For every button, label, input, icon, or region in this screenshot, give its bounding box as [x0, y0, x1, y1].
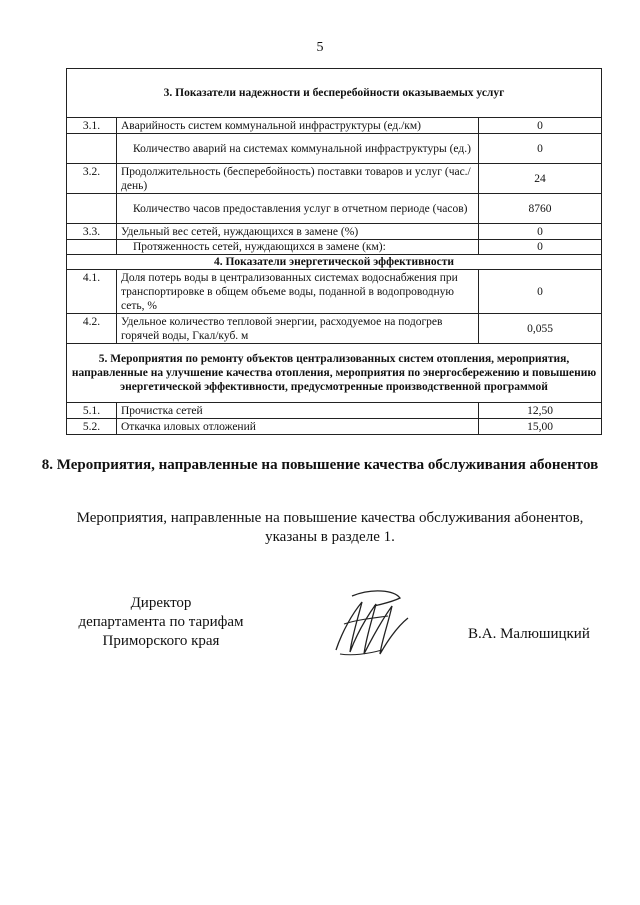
row-value: 0: [479, 134, 602, 164]
row-number: 3.2.: [67, 164, 117, 194]
table-row: [67, 224, 602, 240]
page-number: 5: [316, 40, 324, 55]
table-row: [67, 240, 602, 255]
row-text: Продолжительность (бесперебойность) поставки товаров и услуг (час./день): [117, 164, 479, 194]
indicators-table: [66, 68, 602, 435]
row-text: Протяженность сетей, нуждающихся в замене (км):: [117, 240, 479, 255]
row-value: 0: [479, 240, 602, 255]
section-4-title: 4. Показатели энергетической эффективности: [67, 255, 602, 270]
row-number: 5.1.: [67, 403, 117, 419]
signer-title-line: Приморского края: [102, 633, 220, 649]
table-row: [67, 419, 602, 435]
table-row: [67, 270, 602, 314]
table-row: [67, 403, 602, 419]
row-text: Аварийность систем коммунальной инфраструктуры (ед./км): [117, 118, 479, 134]
row-text: Количество часов предоставления услуг в отчетном периоде (часов): [117, 194, 479, 224]
section-4-header-row: [67, 255, 602, 270]
row-number: 5.2.: [67, 419, 117, 435]
row-number: 3.3.: [67, 224, 117, 240]
section-5-title: 5. Мероприятия по ремонту объектов централизованных систем отопления, мероприятия, направленные на улучшение качества отопления, мероприятия по энергосбережению и повышению энергетической эффективности, предусмотренные производственной программой: [67, 344, 602, 403]
handwritten-signature: [322, 584, 422, 664]
signer-name: В.А. Малюшицкий: [468, 626, 590, 642]
row-value: 24: [479, 164, 602, 194]
table-row: [67, 314, 602, 344]
table-row: [67, 134, 602, 164]
row-value: 0: [479, 118, 602, 134]
table-row: [67, 118, 602, 134]
section-3-title: 3. Показатели надежности и бесперебойности оказываемых услуг: [67, 69, 602, 118]
table-row: [67, 164, 602, 194]
row-text: Откачка иловых отложений: [117, 419, 479, 435]
row-value: 0,055: [479, 314, 602, 344]
row-value: 0: [479, 224, 602, 240]
row-value: 12,50: [479, 403, 602, 419]
row-value: 8760: [479, 194, 602, 224]
section-3-header-row: [67, 69, 602, 118]
section-8-heading: 8. Мероприятия, направленные на повышение качества обслуживания абонентов: [41, 457, 599, 473]
section-5-header-row: [67, 344, 602, 403]
signer-position: [56, 594, 266, 651]
row-text: Удельный вес сетей, нуждающихся в замене (%): [117, 224, 479, 240]
row-number: 3.1.: [67, 118, 117, 134]
row-number: [67, 134, 117, 164]
row-text: Количество аварий на системах коммунальной инфраструктуры (ед.): [117, 134, 479, 164]
row-text: Прочистка сетей: [117, 403, 479, 419]
table-row: [67, 194, 602, 224]
row-value: 0: [479, 270, 602, 314]
row-text: Удельное количество тепловой энергии, расходуемое на подогрев горячей воды, Гкал/куб. м: [117, 314, 479, 344]
row-value: 15,00: [479, 419, 602, 435]
signer-title-line: департамента по тарифам: [78, 614, 244, 630]
row-number: [67, 194, 117, 224]
row-number: 4.1.: [67, 270, 117, 314]
row-number: 4.2.: [67, 314, 117, 344]
section-8-text: Мероприятия, направленные на повышение качества обслуживания абонентов, указаны в разделе 1.: [76, 510, 584, 545]
signer-title-line: Директор: [130, 595, 192, 611]
row-text: Доля потерь воды в централизованных системах водоснабжения при транспортировке в общем объеме воды, поданной в водопроводную сеть, %: [117, 270, 479, 314]
row-number: [67, 240, 117, 255]
